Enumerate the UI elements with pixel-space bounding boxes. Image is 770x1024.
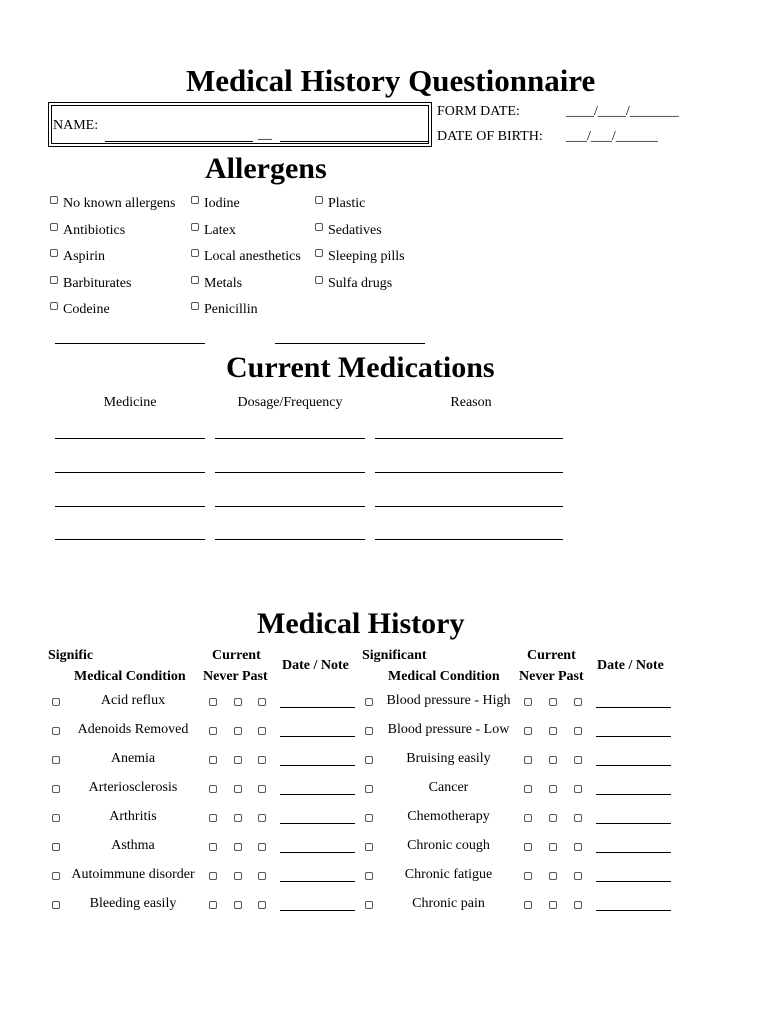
allergen-checkbox[interactable] (191, 302, 199, 310)
left-never-past-header: Never Past (203, 669, 268, 684)
significant-checkbox[interactable] (365, 698, 373, 706)
never-checkbox[interactable] (234, 901, 242, 909)
never-checkbox[interactable] (549, 727, 557, 735)
date-note-field[interactable] (596, 881, 671, 882)
allergens-title: Allergens (205, 152, 327, 185)
never-checkbox[interactable] (549, 872, 557, 880)
allergen-label: Sulfa drugs (328, 276, 393, 291)
medications-title: Current Medications (226, 351, 495, 384)
current-checkbox[interactable] (209, 727, 217, 735)
allergen-checkbox[interactable] (315, 196, 323, 204)
date-note-field[interactable] (280, 852, 355, 853)
date-note-field[interactable] (596, 765, 671, 766)
medication-field-line[interactable] (375, 472, 563, 473)
condition-label: Adenoids Removed (77, 722, 189, 737)
allergen-checkbox[interactable] (191, 223, 199, 231)
never-checkbox[interactable] (234, 843, 242, 851)
past-checkbox[interactable] (258, 901, 266, 909)
date-note-field[interactable] (596, 852, 671, 853)
medication-field-line[interactable] (55, 438, 205, 439)
right-never-past-header: Never Past (519, 669, 584, 684)
date-note-field[interactable] (280, 794, 355, 795)
right-current-header: Current (527, 648, 576, 663)
allergen-checkbox[interactable] (191, 249, 199, 257)
allergen-checkbox[interactable] (191, 276, 199, 284)
never-checkbox[interactable] (234, 814, 242, 822)
allergen-checkbox[interactable] (50, 302, 58, 310)
condition-label: Chemotherapy (407, 809, 490, 824)
past-checkbox[interactable] (574, 727, 582, 735)
never-checkbox[interactable] (234, 785, 242, 793)
allergen-label: Sleeping pills (328, 249, 405, 264)
medication-field-line[interactable] (375, 506, 563, 507)
left-date-note-header: Date / Note (282, 658, 349, 673)
past-checkbox[interactable] (258, 814, 266, 822)
past-checkbox[interactable] (258, 756, 266, 764)
past-checkbox[interactable] (574, 814, 582, 822)
allergen-label: Plastic (328, 196, 366, 211)
condition-label: Arthritis (109, 809, 157, 824)
medication-field-line[interactable] (375, 539, 563, 540)
allergen-label: Codeine (63, 302, 110, 317)
name-field-line-2[interactable] (280, 141, 428, 142)
allergen-label: Sedatives (328, 223, 382, 238)
allergen-checkbox[interactable] (50, 249, 58, 257)
current-checkbox[interactable] (209, 698, 217, 706)
current-checkbox[interactable] (524, 785, 532, 793)
allergen-label: Metals (204, 276, 243, 291)
medication-field-line[interactable] (55, 539, 205, 540)
date-note-field[interactable] (596, 794, 671, 795)
significant-checkbox[interactable] (52, 727, 60, 735)
medication-field-line[interactable] (55, 472, 205, 473)
condition-label: Cancer (428, 780, 469, 795)
dob-label: DATE OF BIRTH: (437, 129, 543, 144)
page-title: Medical History Questionnaire (186, 63, 596, 98)
allergen-label: Local anesthetics (204, 249, 301, 264)
past-checkbox[interactable] (574, 901, 582, 909)
never-checkbox[interactable] (549, 814, 557, 822)
significant-checkbox[interactable] (52, 698, 60, 706)
current-checkbox[interactable] (209, 872, 217, 880)
allergen-checkbox[interactable] (50, 276, 58, 284)
never-checkbox[interactable] (549, 698, 557, 706)
current-checkbox[interactable] (524, 872, 532, 880)
date-note-field[interactable] (280, 823, 355, 824)
allergen-checkbox[interactable] (191, 196, 199, 204)
name-box-inner (51, 105, 429, 144)
medication-field-line[interactable] (215, 472, 365, 473)
past-checkbox[interactable] (258, 785, 266, 793)
history-title: Medical History (257, 607, 465, 640)
medication-field-line[interactable] (215, 539, 365, 540)
date-note-field[interactable] (596, 823, 671, 824)
condition-label: Bleeding easily (89, 896, 177, 911)
significant-checkbox[interactable] (52, 785, 60, 793)
left-significant-header: Signific (48, 648, 94, 663)
date-note-field[interactable] (280, 707, 355, 708)
current-checkbox[interactable] (209, 785, 217, 793)
never-checkbox[interactable] (549, 901, 557, 909)
allergen-label: No known allergens (63, 196, 176, 211)
allergen-checkbox[interactable] (315, 276, 323, 284)
current-checkbox[interactable] (209, 756, 217, 764)
past-checkbox[interactable] (574, 785, 582, 793)
medicine-header: Medicine (103, 395, 157, 410)
right-significant-header: Significant (362, 648, 427, 663)
past-checkbox[interactable] (258, 843, 266, 851)
past-checkbox[interactable] (574, 872, 582, 880)
condition-label: Asthma (111, 838, 155, 853)
name-field-separator: __ (258, 127, 272, 142)
reason-header: Reason (450, 395, 492, 410)
current-checkbox[interactable] (524, 727, 532, 735)
significant-checkbox[interactable] (52, 814, 60, 822)
condition-label: Chronic pain (412, 896, 485, 911)
allergen-checkbox[interactable] (50, 196, 58, 204)
name-field-line-1[interactable] (105, 141, 253, 142)
condition-label: Anemia (110, 751, 156, 766)
allergen-checkbox[interactable] (50, 223, 58, 231)
name-label: NAME: (53, 118, 99, 133)
significant-checkbox[interactable] (52, 901, 60, 909)
date-note-field[interactable] (596, 910, 671, 911)
medication-field-line[interactable] (215, 506, 365, 507)
never-checkbox[interactable] (234, 872, 242, 880)
medication-field-line[interactable] (375, 438, 563, 439)
significant-checkbox[interactable] (365, 872, 373, 880)
significant-checkbox[interactable] (52, 872, 60, 880)
never-checkbox[interactable] (234, 756, 242, 764)
date-note-field[interactable] (596, 736, 671, 737)
significant-checkbox[interactable] (365, 843, 373, 851)
condition-label: Blood pressure - High (386, 693, 511, 708)
never-checkbox[interactable] (549, 843, 557, 851)
allergen-other-line-2[interactable] (275, 343, 425, 344)
current-checkbox[interactable] (209, 843, 217, 851)
medication-field-line[interactable] (215, 438, 365, 439)
allergen-checkbox[interactable] (315, 249, 323, 257)
allergen-label: Barbiturates (63, 276, 132, 291)
allergen-label: Iodine (204, 196, 240, 211)
current-checkbox[interactable] (524, 698, 532, 706)
current-checkbox[interactable] (209, 901, 217, 909)
dosage-header: Dosage/Frequency (237, 395, 343, 410)
condition-label: Chronic fatigue (404, 867, 493, 882)
past-checkbox[interactable] (574, 756, 582, 764)
current-checkbox[interactable] (524, 901, 532, 909)
allergen-checkbox[interactable] (315, 223, 323, 231)
condition-label: Blood pressure - Low (387, 722, 510, 737)
date-note-field[interactable] (596, 707, 671, 708)
date-note-field[interactable] (280, 736, 355, 737)
current-checkbox[interactable] (524, 843, 532, 851)
allergen-label: Antibiotics (63, 223, 126, 238)
right-date-note-header: Date / Note (597, 658, 664, 673)
significant-checkbox[interactable] (365, 814, 373, 822)
significant-checkbox[interactable] (52, 756, 60, 764)
never-checkbox[interactable] (234, 727, 242, 735)
allergen-other-line-1[interactable] (55, 343, 205, 344)
allergen-label: Latex (204, 223, 236, 238)
significant-checkbox[interactable] (365, 785, 373, 793)
date-note-field[interactable] (280, 881, 355, 882)
significant-checkbox[interactable] (365, 901, 373, 909)
significant-checkbox[interactable] (365, 756, 373, 764)
never-checkbox[interactable] (549, 785, 557, 793)
left-condition-header: Medical Condition (74, 669, 186, 684)
past-checkbox[interactable] (574, 698, 582, 706)
past-checkbox[interactable] (258, 872, 266, 880)
significant-checkbox[interactable] (52, 843, 60, 851)
condition-label: Acid reflux (100, 693, 166, 708)
current-checkbox[interactable] (209, 814, 217, 822)
current-checkbox[interactable] (524, 814, 532, 822)
allergen-label: Penicillin (204, 302, 258, 317)
form-date-label: FORM DATE: (437, 104, 520, 119)
condition-label: Autoimmune disorder (71, 867, 195, 882)
date-note-field[interactable] (280, 910, 355, 911)
condition-label: Bruising easily (406, 751, 491, 766)
medication-field-line[interactable] (55, 506, 205, 507)
allergen-label: Aspirin (63, 249, 105, 264)
significant-checkbox[interactable] (365, 727, 373, 735)
condition-label: Arteriosclerosis (88, 780, 178, 795)
dob-field[interactable]: ___/___/______ (566, 129, 658, 144)
never-checkbox[interactable] (549, 756, 557, 764)
right-condition-header: Medical Condition (388, 669, 500, 684)
never-checkbox[interactable] (234, 698, 242, 706)
past-checkbox[interactable] (258, 727, 266, 735)
past-checkbox[interactable] (258, 698, 266, 706)
left-current-header: Current (212, 648, 261, 663)
condition-label: Chronic cough (407, 838, 490, 853)
current-checkbox[interactable] (524, 756, 532, 764)
date-note-field[interactable] (280, 765, 355, 766)
past-checkbox[interactable] (574, 843, 582, 851)
form-date-field[interactable]: ____/____/_______ (566, 104, 679, 119)
